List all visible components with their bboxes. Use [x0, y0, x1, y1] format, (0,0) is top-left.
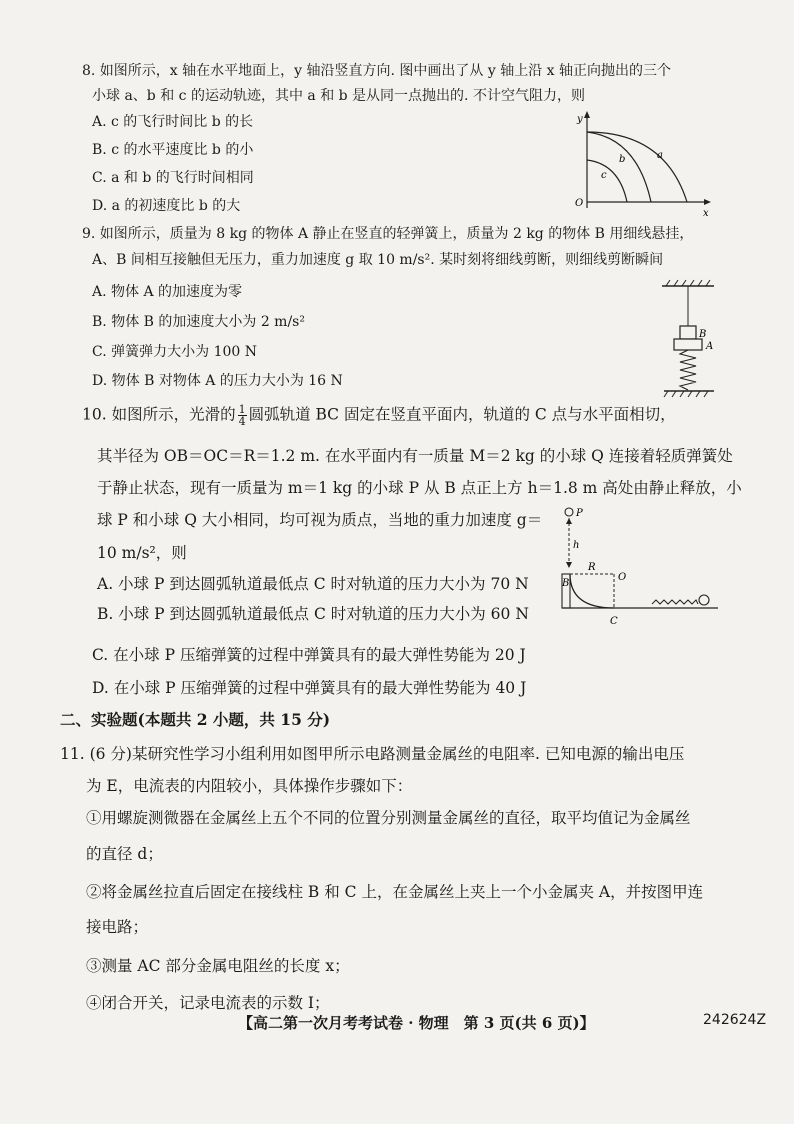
q11-step2-line1: ②将金属丝拉直后固定在接线柱 B 和 C 上，在金属丝上夹上一个小金属夹 A，并按图甲连 — [86, 883, 704, 901]
q10-track-figure — [548, 500, 728, 630]
q9-spring — [680, 350, 696, 390]
q9-fig-b-label: B — [699, 329, 707, 340]
q10-stem-line2: 其半径为 OB＝OC＝R＝1.2 m. 在水平面内有一质量 M＝2 kg 的小球 Q 连接着轻质弹簧处 — [97, 447, 733, 465]
q11-step4: ④闭合开关，记录电流表的示数 I； — [86, 994, 330, 1012]
q9-stem-line1: 9. 如图所示，质量为 8 kg 的物体 A 静止在竖直的轻弹簧上，质量为 2 kg 的物体 B 用细线悬挂， — [82, 226, 694, 242]
q10-stem-line1 — [82, 404, 676, 427]
q8-trajectory-figure — [565, 108, 715, 218]
q10-stem-pre: 10. 如图所示，光滑的 — [82, 405, 236, 424]
q8-option-d: D. a 的初速度比 b 的大 — [92, 198, 241, 214]
q8-fig-x-label: x — [703, 208, 709, 218]
q11-line2: 为 E，电流表的内阻较小，具体操作步骤如下： — [86, 777, 413, 795]
q8-option-b: B. c 的水平速度比 b 的小 — [92, 142, 254, 158]
q10-stem-line4: 球 P 和小球 Q 大小相同，均可视为质点，当地的重力加速度 g＝ — [97, 511, 543, 529]
footer-code: 242624Z — [703, 1012, 767, 1028]
q8-option-c: C. a 和 b 的飞行时间相同 — [92, 170, 254, 186]
q8-fig-c-label: c — [601, 170, 607, 181]
q10-fig-b-label: B — [562, 578, 570, 589]
q10-option-d: D. 在小球 P 压缩弹簧的过程中弹簧具有的最大弹性势能为 40 J — [92, 679, 527, 697]
q10-fig-r-label: R — [588, 562, 596, 573]
q9-block-a — [674, 339, 702, 350]
q11-step1-line1: ①用螺旋测微器在金属丝上五个不同的位置分别测量金属丝的直径，取平均值记为金属丝 — [86, 809, 691, 827]
q10-frac-den: 4 — [238, 415, 246, 428]
q10-stem-post: 圆弧轨道 BC 固定在竖直平面内，轨道的 C 点与水平面相切， — [248, 405, 676, 424]
q11-step2-line2: 接电路； — [86, 918, 149, 936]
q9-option-b: B. 物体 B 的加速度大小为 2 m/s² — [92, 314, 305, 330]
q11-step3: ③测量 AC 部分金属电阻丝的长度 x； — [86, 957, 350, 975]
q10-stem-line3: 于静止状态，现有一质量为 m＝1 kg 的小球 P 从 B 点正上方 h＝1.8 m 高处由静止释放，小 — [97, 479, 742, 497]
q8-option-a: A. c 的飞行时间比 b 的长 — [92, 114, 254, 130]
q9-stem-line2: A、B 间相互接触但无压力，重力加速度 g 取 10 m/s². 某时刻将细线剪断，则细线剪断瞬间 — [92, 252, 664, 268]
q8-fig-y-label: y — [577, 114, 583, 125]
q9-option-c: C. 弹簧弹力大小为 100 N — [92, 344, 257, 360]
q8-fig-b-label: b — [619, 154, 626, 165]
q10-fig-p-label: P — [576, 508, 583, 519]
q10-stem-line5: 10 m/s²，则 — [97, 544, 187, 562]
q11-line1: 11. (6 分)某研究性学习小组利用如图甲所示电路测量金属丝的电阻率. 已知电源的输出电压 — [60, 745, 685, 763]
q9-block-b — [680, 326, 696, 339]
q10-fig-o-label: O — [618, 572, 627, 583]
q10-fraction — [238, 404, 247, 427]
q10-option-c: C. 在小球 P 压缩弹簧的过程中弹簧具有的最大弹性势能为 20 J — [92, 646, 526, 664]
q8-fig-origin-label: O — [575, 198, 584, 209]
q8-stem-line1: 8. 如图所示，x 轴在水平地面上，y 轴沿竖直方向. 图中画出了从 y 轴上沿 x 轴正向抛出的三个 — [82, 63, 672, 79]
q9-fig-a-label: A — [706, 341, 714, 352]
q8-stem-line2: 小球 a、b 和 c 的运动轨迹，其中 a 和 b 是从同一点抛出的. 不计空气阻力，则 — [92, 88, 585, 104]
q10-option-a: A. 小球 P 到达圆弧轨道最低点 C 时对轨道的压力大小为 70 N — [97, 575, 529, 593]
q9-option-a: A. 物体 A 的加速度为零 — [92, 284, 243, 300]
q8-fig-a-label: a — [657, 150, 663, 161]
q10-frac-num: 1 — [238, 403, 246, 416]
q11-step1-line2: 的直径 d； — [86, 845, 163, 863]
q10-fig-h-label: h — [573, 540, 580, 551]
q9-spring-figure — [652, 278, 732, 408]
q9-option-d: D. 物体 B 对物体 A 的压力大小为 16 N — [92, 373, 343, 389]
q10-option-b: B. 小球 P 到达圆弧轨道最低点 C 时对轨道的压力大小为 60 N — [97, 605, 529, 623]
section-2-heading: 二、实验题(本题共 2 小题，共 15 分) — [60, 710, 331, 729]
footer-title: 【高二第一次月考考试卷 · 物理 第 3 页(共 6 页)】 — [238, 1014, 595, 1032]
q10-fig-c-label: C — [610, 616, 618, 627]
